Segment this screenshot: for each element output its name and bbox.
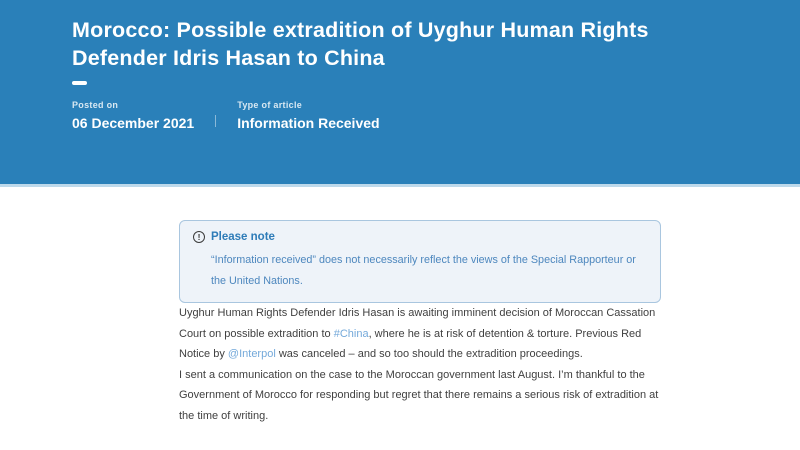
please-note-callout [179, 220, 661, 303]
article-type-meta [237, 100, 379, 131]
article-type-value: Information Received [237, 114, 380, 131]
title-accent-dash [72, 81, 87, 85]
note-heading: Please note [211, 231, 275, 243]
article-paragraph-1 [179, 303, 663, 365]
note-header [193, 231, 646, 243]
article-paragraph-2: I sent a communication on the case to the Moroccan government last August. I’m thankful to the Government of Morocco for responding but regret that there remains a serious risk of extradition at the time of writing. [179, 368, 659, 422]
posted-on-label: Posted on [72, 99, 119, 110]
paragraph1-text-a: Uyghur Human Rights Defender Idris Hasan is awaiting imminent decision of Moroccan Cassation Court on possible extradition to [179, 307, 656, 340]
article-type-label: Type of article [237, 99, 303, 110]
article-body [0, 187, 800, 426]
hero-banner [0, 0, 800, 187]
article-meta [72, 100, 800, 131]
meta-divider [215, 115, 216, 127]
china-hashtag-link[interactable]: #China [333, 327, 369, 340]
interpol-mention-link[interactable]: @Interpol [227, 348, 276, 360]
posted-on-value: 06 December 2021 [72, 114, 195, 131]
note-text: “Information received” does not necessarily reflect the views of the Special Rapporteur or the United Nations. [211, 254, 636, 287]
page-title: Morocco: Possible extradition of Uyghur Human Rights Defender Idris Hasan to China [72, 18, 649, 70]
article-text [179, 303, 663, 426]
posted-on-meta [72, 100, 194, 131]
paragraph1-text-c: was canceled – and so too should the extradition proceedings. [275, 348, 583, 360]
exclamation-circle-icon: ! [193, 231, 205, 243]
paragraph1-text-b: , where he is at risk of detention & torture. Previous Red Notice by [179, 327, 642, 360]
